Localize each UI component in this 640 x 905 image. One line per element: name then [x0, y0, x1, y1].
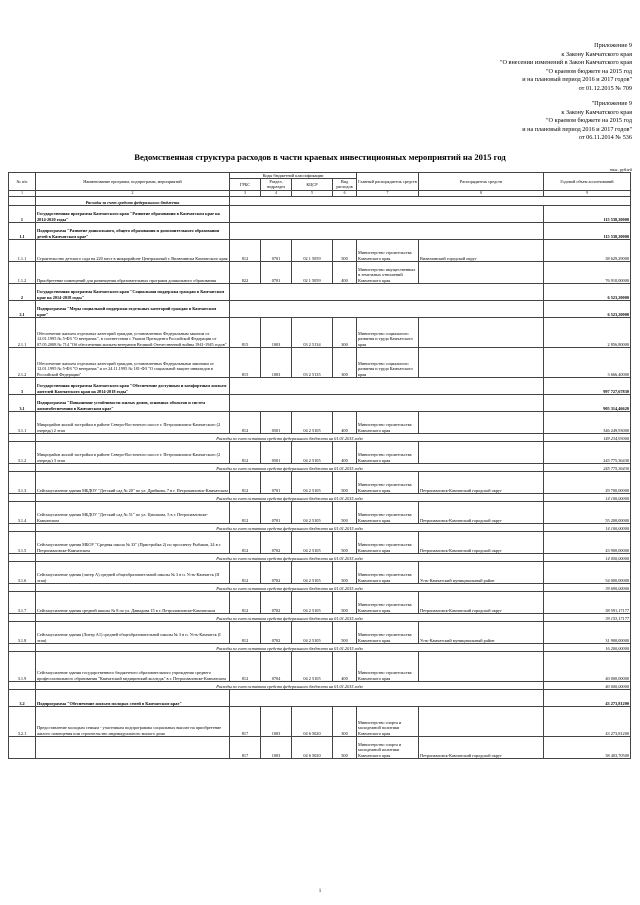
- cell-razdel: 0702: [261, 621, 292, 643]
- cell-manager: Министерство строительства Камчатского края: [357, 441, 419, 463]
- cell-name: Сейсмоусиление здания средней школы № 8 по ул. Давыдова 15 в г. Петропавловске-Камчатском: [36, 591, 230, 613]
- appendix-original-line: "О краевом бюджете на 2015 год: [546, 117, 632, 125]
- cell-total: 38 591,17177: [544, 591, 631, 613]
- header-vid: Вид расходов: [333, 179, 357, 190]
- cell-distributor: Петропавловск-Камчатский городской округ: [419, 531, 544, 553]
- cell-vid: 500: [333, 736, 357, 758]
- cell-manager: Министерство строительства Камчатского края: [357, 531, 419, 553]
- cell-grbs: 815: [230, 317, 261, 347]
- cell-name: Обеспечение жильем отдельных категорий граждан, установленных Федеральным законом от 12.01.1995 № 5-ФЗ "О ветеранах", в соответствии с Указом Президента Российской Федерации от 07.05.2008 № 714 "Об обеспечении жильем ветеранов Великой Отечественной войны 1941-1945 годов": [36, 317, 230, 347]
- cell-name: [36, 736, 230, 758]
- cell-razdel: 0702: [261, 561, 292, 583]
- cell-distributor: Петропавловск-Камчатский городской округ: [419, 736, 544, 758]
- cell-vid: 500: [333, 561, 357, 583]
- cell-name: Государственная программа Камчатского края "Развитие образования в Камчатском крае на 2014-2020 годы": [36, 205, 230, 222]
- cell-total: 115 538,20000: [544, 205, 631, 222]
- table-row-item: [9, 621, 631, 643]
- table-row-bold: [9, 689, 631, 706]
- cell-name: Сейсмоусиление здания (Литер А1) средней общеобразовательной школы № 3 в п. Усть-Камчатск (I этап): [36, 621, 230, 643]
- cell-distributor: [419, 261, 544, 283]
- cell-manager: Министерство строительства Камчатского края: [357, 501, 419, 523]
- table-row-caption: [9, 196, 631, 205]
- cell-grbs: 822: [230, 261, 261, 283]
- header-name: Наименование программ, подпрограмм, мероприятий: [36, 173, 230, 191]
- cell-empty: [230, 283, 544, 300]
- table-row-item: [9, 261, 631, 283]
- cell-distributor: [419, 317, 544, 347]
- header-total: Годовой объем ассигнований: [544, 173, 631, 191]
- table-row-note: [9, 493, 631, 501]
- cell-name: Подпрограмма "Меры социальной поддержки отдельных категорий граждан в Камчатском крае": [36, 300, 230, 317]
- cell-vid: 500: [333, 501, 357, 523]
- table-row-item: [9, 317, 631, 347]
- cell-grbs: 812: [230, 501, 261, 523]
- cell-distributor: [419, 411, 544, 433]
- table-row-bold: [9, 377, 631, 394]
- cell-vid: 500: [333, 621, 357, 643]
- cell-empty: [9, 523, 36, 531]
- cell-name: Сейсмоусиление здания МБДОУ "Детский сад № 51" по ул. Циолкова, 5 в г. Петропавловске-Камчатском: [36, 501, 230, 523]
- cell-grbs: 817: [230, 706, 261, 736]
- table-row-bold: [9, 222, 631, 239]
- table-row-bold: [9, 300, 631, 317]
- cell-name: Сейсмоусиление здания МБДОУ "Детский сад № 20" по ул. Дрейкова, 7 в г. Петропавловск-Камчатском: [36, 471, 230, 493]
- cell-empty: [9, 493, 36, 501]
- cell-total: 40 000,00000: [544, 681, 631, 689]
- page-number: 1: [318, 889, 322, 894]
- cell-empty: [9, 553, 36, 561]
- cell-empty: [230, 394, 544, 411]
- cell-razdel: 0501: [261, 411, 292, 433]
- cell-ksr: 03 2 5134: [292, 317, 333, 347]
- column-number: 3: [230, 190, 261, 196]
- cell-manager: Министерство строительства Камчатского края: [357, 651, 419, 681]
- cell-razdel: 1003: [261, 706, 292, 736]
- cell-name: Расходы за счет остатков средств федерального бюджета на 01.01.2015 года: [36, 613, 544, 621]
- table-row-note: [9, 681, 631, 689]
- cell-manager: Министерство социального развития и труда Камчатского края: [357, 347, 419, 377]
- cell-ksr: 04 2 5105: [292, 441, 333, 463]
- cell-vid: 500: [333, 471, 357, 493]
- cell-num: 2.1: [9, 300, 36, 317]
- table-row-note: [9, 583, 631, 591]
- cell-name: Расходы за счет остатков средств федерального бюджета на 01.01.2015 года: [36, 681, 544, 689]
- cell-name: Приобретение помещений для размещения образовательных программ дошкольного образования: [36, 261, 230, 283]
- cell-total: 29 700,00000: [544, 471, 631, 493]
- appendix-current-line: и на плановый период 2016 и 2017 годов": [522, 76, 632, 84]
- cell-distributor: Петропавловск-Камчатский городской округ: [419, 501, 544, 523]
- appendix-current-line: к Закону Камчатского края: [561, 50, 632, 58]
- appendix-original-line: от 06.11.2014 № 536: [578, 134, 632, 142]
- cell-total: 245 775,36430: [544, 463, 631, 471]
- cell-ksr: 04 2 5105: [292, 621, 333, 643]
- cell-num: 3.1.2: [9, 441, 36, 463]
- cell-distributor: [419, 347, 544, 377]
- column-number: 2: [36, 190, 230, 196]
- cell-grbs: 812: [230, 651, 261, 681]
- cell-name: Обеспечение жильем отдельных категорий граждан, установленных Федеральными законами от 12.01.1995 № 5-ФЗ "О ветеранах" и от 24.11.1995 № 181-ФЗ "О социальной защите инвалидов в Российской Федерации": [36, 347, 230, 377]
- cell-total: 245 775,36430: [544, 441, 631, 463]
- column-number: 1: [9, 190, 36, 196]
- cell-num: 2: [9, 283, 36, 300]
- column-number: 6: [333, 190, 357, 196]
- cell-ksr: 02 1 5059: [292, 261, 333, 283]
- cell-empty: [9, 643, 36, 651]
- cell-razdel: 0501: [261, 441, 292, 463]
- cell-total: 6 523,20000: [544, 300, 631, 317]
- cell-manager: Министерство имущественных и земельных отношений Камчатского края: [357, 261, 419, 283]
- cell-name: Предоставление молодым семьям - участникам подпрограммы социальных выплат на приобретение жилого помещения или строительство индивидуального жилого дома: [36, 706, 230, 736]
- cell-razdel: 1003: [261, 347, 292, 377]
- cell-name: Расходы за счет остатков средств федерального бюджета на 01.01.2015 года: [36, 433, 544, 441]
- header-grbs: ГРБС: [230, 179, 261, 190]
- cell-total: 43 273,81200: [544, 706, 631, 736]
- cell-ksr: 04 2 5105: [292, 471, 333, 493]
- cell-num: 3.1.4: [9, 501, 36, 523]
- cell-empty: [230, 300, 544, 317]
- cell-razdel: 1003: [261, 736, 292, 758]
- cell-name: Расходы за счет средств федерального бюджета: [36, 196, 230, 205]
- cell-distributor: [419, 706, 544, 736]
- cell-num: 3.1.1: [9, 411, 36, 433]
- cell-manager: Министерство строительства Камчатского края: [357, 561, 419, 583]
- cell-distributor: [419, 441, 544, 463]
- cell-razdel: 0701: [261, 239, 292, 261]
- cell-name: Микрорайон жилой застройки в районе Северо-Восточного шоссе г. Петропавловск-Камчатского (2 очередь) 2 этап: [36, 411, 230, 433]
- cell-total: 3 666,40000: [544, 347, 631, 377]
- column-number: 4: [261, 190, 292, 196]
- cell-name: Подпрограмма "Повышение устойчивости жилых домов, основных объектов и систем жизнеобеспечения в Камчатском крае": [36, 394, 230, 411]
- table-row-item: [9, 347, 631, 377]
- cell-distributor: [419, 651, 544, 681]
- cell-total: 31 900,00000: [544, 621, 631, 643]
- cell-vid: 300: [333, 317, 357, 347]
- header-manager: Главный распорядитель средств: [357, 173, 419, 191]
- unit-label: тыс. рублей: [609, 167, 632, 172]
- table-row-note: [9, 553, 631, 561]
- document-title: Ведомственная структура расходов в части краевых инвестиционных мероприятий на 2015 год: [134, 152, 506, 162]
- cell-razdel: 0701: [261, 501, 292, 523]
- cell-name: Сейсмоусиление здания (литер А) средней общеобразовательной школы № 3 в п. Усть-Камчатск (II этап): [36, 561, 230, 583]
- cell-empty: [230, 222, 544, 239]
- cell-empty: [230, 196, 631, 205]
- cell-ksr: 04 2 5105: [292, 411, 333, 433]
- table-row-item: [9, 531, 631, 553]
- cell-grbs: 815: [230, 347, 261, 377]
- cell-name: Строительство детского сада на 220 мест в микрорайоне Центральный г. Вилючинска Камчатского края: [36, 239, 230, 261]
- cell-total: 2 856,80000: [544, 317, 631, 347]
- column-number: 8: [419, 190, 544, 196]
- cell-num: 2.1.2: [9, 347, 36, 377]
- table-row-bold: [9, 394, 631, 411]
- cell-name: Микрорайон жилой застройки в районе Северо-Восточного шоссе г. Петропавловск-Камчатского (2 очередь) 3 этап: [36, 441, 230, 463]
- cell-manager: Министерство строительства Камчатского края: [357, 239, 419, 261]
- cell-name: Расходы за счет остатков средств федерального бюджета на 01.01.2015 года: [36, 583, 544, 591]
- cell-distributor: Вилючинский городской округ: [419, 239, 544, 261]
- table-row-note: [9, 523, 631, 531]
- table-row-item: [9, 471, 631, 493]
- cell-ksr: 04 2 5105: [292, 531, 333, 553]
- header-num: № п/п: [9, 173, 36, 191]
- cell-num: [9, 736, 36, 758]
- cell-manager: Министерство спорта и молодежной политики Камчатского края: [357, 736, 419, 758]
- cell-manager: Министерство строительства Камчатского края: [357, 411, 419, 433]
- cell-empty: [230, 205, 544, 222]
- cell-total: 55 200,00000: [544, 501, 631, 523]
- header-classification: Коды бюджетной классификации: [230, 173, 357, 179]
- appendix-original-line: к Закону Камчатского края: [561, 108, 632, 116]
- cell-total: 40 000,00000: [544, 651, 631, 681]
- cell-num: 1.1.2: [9, 261, 36, 283]
- table-row-item: [9, 501, 631, 523]
- table-row-item: [9, 411, 631, 433]
- cell-razdel: 1003: [261, 317, 292, 347]
- table-body: [9, 196, 631, 758]
- cell-num: 1: [9, 205, 36, 222]
- cell-empty: [9, 681, 36, 689]
- cell-razdel: 0702: [261, 531, 292, 553]
- cell-vid: 500: [333, 591, 357, 613]
- cell-manager: Министерство социального развития и труда Камчатского края: [357, 317, 419, 347]
- column-number: 7: [357, 190, 419, 196]
- appendix-original: [522, 100, 632, 143]
- cell-total: 76 910,00000: [544, 261, 631, 283]
- cell-razdel: 0701: [261, 471, 292, 493]
- cell-manager: Министерство строительства Камчатского края: [357, 621, 419, 643]
- cell-manager: Министерство строительства Камчатского края: [357, 471, 419, 493]
- cell-vid: 500: [333, 531, 357, 553]
- cell-empty: [230, 689, 544, 706]
- cell-name: Сейсмоусиление здания государственного бюджетного образовательного учреждения среднего профессионального образования "Камчатский медицинский колледж" в г. Петропавловске-Камчатском: [36, 651, 230, 681]
- column-number: 5: [292, 190, 333, 196]
- cell-grbs: 812: [230, 239, 261, 261]
- cell-vid: 300: [333, 706, 357, 736]
- cell-name: Расходы за счет остатков средств федерального бюджета на 01.01.2015 года: [36, 553, 544, 561]
- cell-grbs: 812: [230, 441, 261, 463]
- cell-empty: [230, 377, 544, 394]
- cell-razdel: 0702: [261, 591, 292, 613]
- cell-total: 997 727,67830: [544, 377, 631, 394]
- table-row-note: [9, 613, 631, 621]
- cell-ksr: 04 2 5105: [292, 651, 333, 681]
- cell-ksr: 04 2 5105: [292, 561, 333, 583]
- cell-grbs: 812: [230, 591, 261, 613]
- cell-total: 14 100,00000: [544, 523, 631, 531]
- cell-num: 3.1.6: [9, 561, 36, 583]
- cell-num: 3.1.8: [9, 621, 36, 643]
- table-row-bold: [9, 283, 631, 300]
- table-row-bold: [9, 205, 631, 222]
- cell-distributor: Усть-Камчатский муниципальный район: [419, 621, 544, 643]
- cell-grbs: 812: [230, 471, 261, 493]
- cell-total: 346 249,93000: [544, 411, 631, 433]
- cell-num: 3: [9, 377, 36, 394]
- cell-num: 3.1.5: [9, 531, 36, 553]
- cell-grbs: 817: [230, 736, 261, 758]
- cell-num: 1.1: [9, 222, 36, 239]
- cell-manager: Министерство спорта и молодежной политики Камчатского края: [357, 706, 419, 736]
- cell-name: Расходы за счет остатков средств федерального бюджета на 01.01.2015 года: [36, 643, 544, 651]
- cell-razdel: 0704: [261, 651, 292, 681]
- cell-num: 3.2.1: [9, 706, 36, 736]
- cell-num: 2.1.1: [9, 317, 36, 347]
- cell-grbs: 812: [230, 411, 261, 433]
- table-row-item: [9, 591, 631, 613]
- cell-total: 39 690,00000: [544, 583, 631, 591]
- table-row-note: [9, 463, 631, 471]
- cell-name: Подпрограмма "Обеспечение жильем молодых семей в Камчатском крае": [36, 689, 230, 706]
- header-razdel: Раздел, подраздел: [261, 179, 292, 190]
- cell-vid: 300: [333, 347, 357, 377]
- cell-total: 16 200,00000: [544, 643, 631, 651]
- cell-distributor: Петропавловск-Камчатский городской округ: [419, 591, 544, 613]
- cell-num: 3.2: [9, 689, 36, 706]
- expenditure-table: [8, 172, 631, 759]
- cell-vid: 400: [333, 651, 357, 681]
- cell-empty: [9, 433, 36, 441]
- cell-name: Расходы за счет остатков средств федерального бюджета на 01.01.2015 года: [36, 493, 544, 501]
- appendix-current: [500, 42, 632, 94]
- table-row-item: [9, 441, 631, 463]
- cell-ksr: 04 2 5105: [292, 591, 333, 613]
- cell-num: 3.1.9: [9, 651, 36, 681]
- cell-num: 3.1.3: [9, 471, 36, 493]
- table-row-item: [9, 706, 631, 736]
- cell-total: 43 900,00000: [544, 531, 631, 553]
- cell-ksr: 02 1 5059: [292, 239, 333, 261]
- cell-vid: 500: [333, 239, 357, 261]
- cell-ksr: 04 6 5020: [292, 736, 333, 758]
- cell-total: 905 314,46620: [544, 394, 631, 411]
- cell-name: Сейсмоусиление здания МБОУ "Средняя школа № 33" (Пристройка 2) по проспекту Рыбаков, 24 в г. Петропавловске-Камчатском: [36, 531, 230, 553]
- table-row-note: [9, 643, 631, 651]
- cell-num: 3.1: [9, 394, 36, 411]
- column-number: 9: [544, 190, 631, 196]
- cell-total: 39 153,17177: [544, 613, 631, 621]
- table-row-item: [9, 651, 631, 681]
- cell-total: 14 050,00000: [544, 553, 631, 561]
- cell-name: Расходы за счет остатков средств федерального бюджета на 01.01.2015 года: [36, 463, 544, 471]
- cell-empty: [9, 463, 36, 471]
- appendix-original-line: "Приложение 9: [591, 100, 632, 107]
- cell-distributor: Петропавловск-Камчатский городской округ: [419, 471, 544, 493]
- cell-ksr: 04 2 5105: [292, 501, 333, 523]
- header-distributor: Распорядитель средств: [419, 173, 544, 191]
- table-row-note: [9, 433, 631, 441]
- cell-ksr: 04 6 5020: [292, 706, 333, 736]
- cell-razdel: 0701: [261, 261, 292, 283]
- cell-name: Расходы за счет остатков средств федерального бюджета на 01.01.2015 года: [36, 523, 544, 531]
- cell-total: 54 000,00000: [544, 561, 631, 583]
- cell-vid: 400: [333, 411, 357, 433]
- cell-name: Государственная программа Камчатского края "Обеспечение доступным и комфортным жильем жителей Камчатского края на 2014-2018 годы": [36, 377, 230, 394]
- cell-empty: [9, 196, 36, 205]
- appendix-original-line: и на плановый период 2016 и 2017 годов": [522, 125, 632, 133]
- cell-num: 3.1.7: [9, 591, 36, 613]
- cell-empty: [9, 613, 36, 621]
- cell-name: Государственная программа Камчатского края "Социальная поддержка граждан в Камчатском крае на 2014-2018 годы": [36, 283, 230, 300]
- cell-total: 149 234,93000: [544, 433, 631, 441]
- cell-grbs: 812: [230, 531, 261, 553]
- appendix-current-line: "О краевом бюджете на 2015 год: [546, 67, 632, 75]
- cell-ksr: 03 2 5135: [292, 347, 333, 377]
- cell-vid: 400: [333, 261, 357, 283]
- cell-total: 115 538,20000: [544, 222, 631, 239]
- cell-grbs: 812: [230, 621, 261, 643]
- appendix-current-line: "О внесении изменений в Закон Камчатского края: [500, 59, 632, 67]
- table-row-item: [9, 561, 631, 583]
- cell-total: 6 523,20000: [544, 283, 631, 300]
- table-row-item: [9, 736, 631, 758]
- cell-manager: Министерство строительства Камчатского края: [357, 591, 419, 613]
- cell-total: 38 403,70500: [544, 736, 631, 758]
- appendix-current-line: Приложение 9: [594, 42, 632, 49]
- appendix-current-line: от 01.12.2015 № 709: [578, 84, 632, 92]
- cell-total: 38 629,29000: [544, 239, 631, 261]
- cell-grbs: 812: [230, 561, 261, 583]
- table-row-item: [9, 239, 631, 261]
- cell-total: 43 273,81200: [544, 689, 631, 706]
- header-ksr: КЦСР: [292, 179, 333, 190]
- cell-vid: 400: [333, 441, 357, 463]
- cell-empty: [9, 583, 36, 591]
- cell-name: Подпрограмма "Развитие дошкольного, общего образования и дополнительного образования детей в Камчатском крае": [36, 222, 230, 239]
- cell-num: 1.1.1: [9, 239, 36, 261]
- cell-distributor: Усть-Камчатский муниципальный район: [419, 561, 544, 583]
- cell-total: 14 100,00000: [544, 493, 631, 501]
